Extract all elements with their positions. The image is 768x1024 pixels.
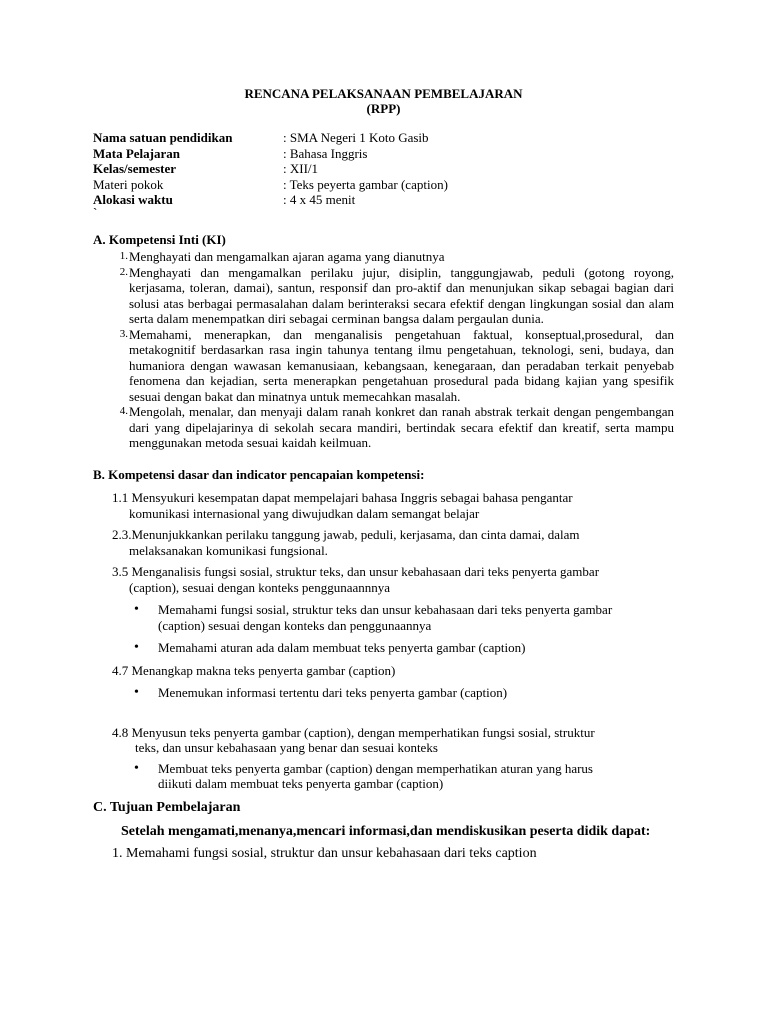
kompetensi-inti-list [93, 249, 674, 451]
list-text: Mengolah, menalar, dan menyaji dalam ranah konkret dan ranah abstrak terkait dengan pengembangan dari yang dipelajarinya di sekolah secara mandiri, bertindak secara efektif dan kreatif, serta mampu menggunakan metoda sesuai kaidah keilmuan. [129, 404, 674, 450]
bullet-icon: • [134, 685, 139, 700]
kd-text-cont: teks, dan unsur kebahasaan yang benar dan sesuai konteks [135, 740, 438, 755]
kd-number: 4.7 [112, 662, 132, 678]
indicator-item [112, 761, 674, 792]
list-number: 1. [119, 250, 128, 262]
kd-text-cont: melaksanakan komunikasi fungsional. [129, 542, 328, 558]
tujuan-intro: Setelah mengamati,menanya,mencari informasi,dan mendiskusikan peserta didik dapat: [121, 824, 651, 839]
list-item [93, 249, 674, 265]
kd-item [112, 490, 674, 521]
document-subtitle: (RPP) [366, 101, 401, 116]
list-number: 4. [119, 405, 128, 417]
identity-label: Alokasi waktu [93, 192, 173, 207]
identity-row [93, 177, 674, 193]
identity-label: Mata Pelajaran [93, 145, 181, 161]
kd-text: Menunjukkankan perilaku tanggung jawab, peduli, kerjasama, dan cinta damai, dalam [131, 527, 580, 542]
indicator-text-cont: diikuti dalam membuat teks penyerta gambar (caption) [158, 776, 444, 791]
list-item [93, 327, 674, 405]
kd-number: 4.8 [112, 724, 132, 740]
list-item [93, 404, 674, 451]
kd-number: 1.1 [112, 490, 132, 505]
kompetensi-dasar-list [93, 490, 674, 792]
indicator-item [112, 685, 674, 701]
identity-row [93, 192, 674, 208]
identity-table [93, 130, 674, 218]
kd-text-cont: komunikasi internasional yang diwujudkan dalam semangat belajar [129, 505, 480, 521]
kd-text-cont: (caption), sesuai dengan konteks penggunaannnya [129, 579, 391, 595]
section-c-heading: C. Tujuan Pembelajaran [93, 799, 241, 815]
identity-label: Materi pokok [93, 176, 164, 192]
indicator-text-cont: (caption) sesuai dengan konteks dan penggunaannya [158, 617, 432, 633]
kd-text: Menganalisis fungsi sosial, struktur teks, dan unsur kebahasaan dari teks penyerta gambar [131, 564, 600, 579]
document-title: RENCANA PELAKSANAAN PEMBELAJARAN [244, 86, 523, 101]
list-number: 3. [119, 327, 128, 340]
indicator-text: Memahami fungsi sosial, struktur teks dan unsur kebahasaan dari teks penyerta gambar [158, 602, 613, 617]
indicator-item [112, 640, 674, 656]
identity-label: Nama satuan pendidikan [93, 130, 233, 145]
kd-item [112, 663, 674, 679]
identity-row [93, 130, 674, 146]
identity-row [93, 161, 674, 177]
kd-item [112, 527, 674, 558]
identity-value: : 4 x 45 menit [283, 192, 356, 207]
kd-text: Menangkap makna teks penyerta gambar (caption) [131, 662, 396, 678]
identity-value: : Bahasa Inggris [283, 145, 368, 161]
bullet-icon: • [134, 602, 139, 617]
kd-text: Menyusun teks penyerta gambar (caption), dengan memperhatikan fungsi sosial, struktur [131, 724, 595, 740]
identity-value: : SMA Negeri 1 Koto Gasib [283, 130, 429, 145]
indicator-text: Menemukan informasi tertentu dari teks penyerta gambar (caption) [158, 685, 508, 700]
stray-backtick: ` [93, 204, 98, 220]
identity-row [93, 146, 674, 162]
kd-text: Mensyukuri kesempatan dapat mempelajari bahasa Inggris sebagai bahasa pengantar [131, 490, 573, 505]
bullet-icon: • [134, 760, 139, 776]
list-item [93, 265, 674, 327]
kd-number: 2.3. [112, 527, 132, 542]
list-text: Menghayati dan mengamalkan ajaran agama yang dianutnya [129, 249, 445, 264]
indicator-item [112, 602, 674, 633]
identity-label: Kelas/semester [93, 161, 177, 176]
kd-number: 3.5 [112, 564, 132, 579]
list-number: 2. [119, 265, 128, 278]
indicator-text: Memahami aturan ada dalam membuat teks penyerta gambar (caption) [158, 640, 526, 655]
kd-item [112, 564, 674, 595]
section-a-heading: A. Kompetensi Inti (KI) [93, 231, 226, 247]
document-page [93, 86, 674, 862]
list-text: Memahami, menerapkan, dan menganalisis pengetahuan faktual, konseptual,prosedural, dan metakognitif berdasarkan rasa ingin tahunya tentang ilmu pengetahuan, teknologi, seni, budaya, dan humaniora dengan wawasan kemanusiaan, kebangsaan, kenegaraan, dan peradaban terkait penyebab fenomena dan kejadian, serta menerapkan pengetahuan prosedural pada bidang kajian yang spesifik sesuai dengan bakat dan minatnya untuk memecahkan masalah. [129, 326, 674, 404]
identity-value: : Teks peyerta gambar (caption) [283, 176, 448, 192]
indicator-text: Membuat teks penyerta gambar (caption) dengan memperhatikan aturan yang harus [158, 760, 593, 776]
section-b-heading: B. Kompetensi dasar dan indicator pencapaian kompetensi: [93, 466, 425, 482]
tujuan-item: 1. Memahami fungsi sosial, struktur dan unsur kebahasaan dari teks caption [112, 846, 537, 861]
list-text: Menghayati dan mengamalkan perilaku jujur, disiplin, tanggungjawab, peduli (gotong royong, kerjasama, toleran, damai), santun, responsif dan pro-aktif dan menunjukan sikap sebagai bagian dari solusi atas berbagai permasalahan dalam berinteraksi secara efektif dengan lingkungan sosial dan alam serta dalam menempatkan diri sebagai cerminan bangsa dalam pergaulan dunia. [129, 264, 674, 326]
bullet-icon: • [134, 640, 139, 655]
identity-value: : XII/1 [283, 161, 319, 176]
kd-item [112, 725, 674, 756]
